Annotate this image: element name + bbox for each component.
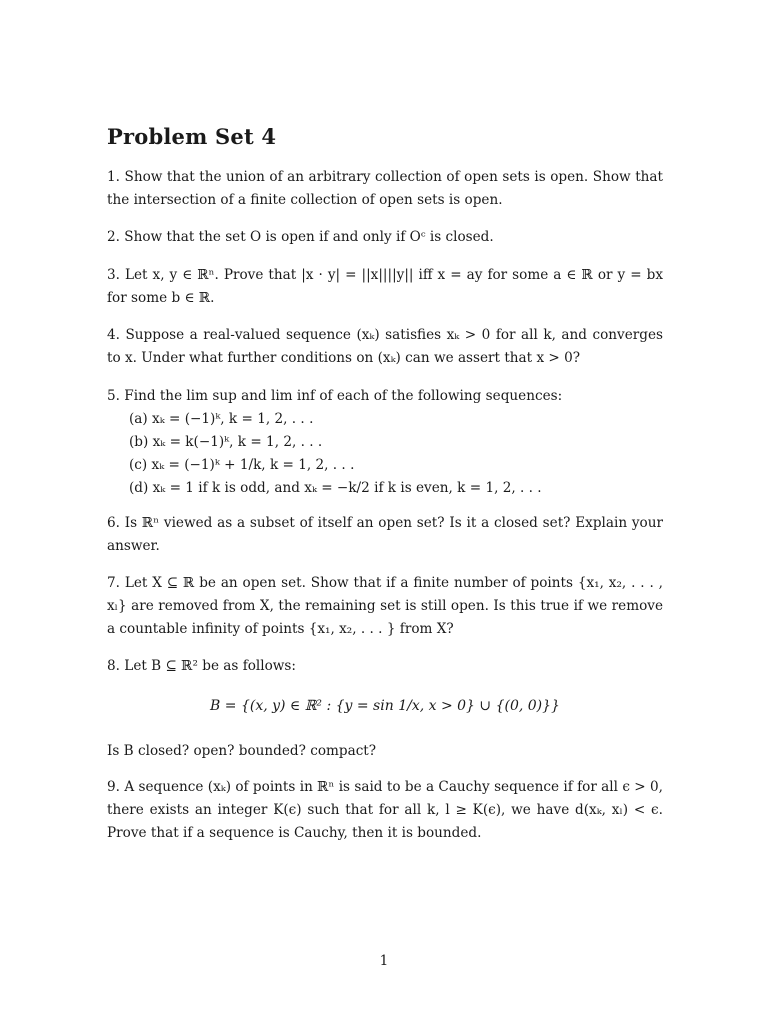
problem-7-text: 7. Let X ⊆ ℝ be an open set. Show that if a finite number of points {x₁, x₂, . . . , xₗ} are removed from X, the remaining set is still open. Is this true if we remove a countable infinity of points {x₁, x₂, . . . } from X? bbox=[107, 575, 663, 637]
problem-6-text: 6. Is ℝⁿ viewed as a subset of itself an open set? Is it a closed set? Explain your answer. bbox=[107, 515, 663, 554]
problem-8-equation-text: B = {(x, y) ∈ ℝ² : {y = sin 1/x, x > 0} ∪ {(0, 0)}} bbox=[210, 698, 560, 714]
problem-9-text: 9. A sequence (xₖ) of points in ℝⁿ is said to be a Cauchy sequence if for all ϵ > 0, there exists an integer K(ϵ) such that for all k, l ≥ K(ϵ), we have d(xₖ, xₗ) < ϵ. Prove that if a sequence is Cauchy, then it is bounded. bbox=[107, 779, 663, 841]
problem-2 bbox=[107, 226, 663, 249]
problem-3 bbox=[107, 264, 663, 310]
page-title: Problem Set 4 bbox=[107, 124, 277, 149]
problem-8 bbox=[107, 655, 663, 678]
problem-9 bbox=[107, 776, 663, 845]
page-number: 1 bbox=[379, 953, 389, 969]
problem-7 bbox=[107, 572, 663, 641]
problem-5-item-a: (a) xₖ = (−1)ᵏ, k = 1, 2, . . . bbox=[129, 411, 314, 427]
problem-6 bbox=[107, 512, 663, 558]
problem-3-text: 3. Let x, y ∈ ℝⁿ. Prove that |x · y| = ||x||||y|| iff x = ay for some a ∈ ℝ or y = bx for some b ∈ ℝ. bbox=[107, 267, 663, 306]
problem-2-text: 2. Show that the set O is open if and only if Oᶜ is closed. bbox=[107, 229, 494, 245]
problem-5-item-b: (b) xₖ = k(−1)ᵏ, k = 1, 2, . . . bbox=[129, 434, 323, 450]
problem-8-display-equation bbox=[107, 686, 663, 734]
problem-8-question bbox=[107, 740, 663, 763]
problem-5 bbox=[107, 385, 663, 500]
problem-1 bbox=[107, 166, 663, 212]
problem-5-intro: 5. Find the lim sup and lim inf of each of the following sequences: bbox=[107, 388, 563, 404]
problem-4-text: 4. Suppose a real-valued sequence (xₖ) satisfies xₖ > 0 for all k, and converges to x. Under what further conditions on (xₖ) can we assert that x > 0? bbox=[107, 327, 663, 366]
problem-5-item-c: (c) xₖ = (−1)ᵏ + 1/k, k = 1, 2, . . . bbox=[129, 457, 355, 473]
problem-8-intro: 8. Let B ⊆ ℝ² be as follows: bbox=[107, 658, 296, 674]
problem-8-question-text: Is B closed? open? bounded? compact? bbox=[107, 743, 377, 759]
problem-1-text: 1. Show that the union of an arbitrary collection of open sets is open. Show that the intersection of a finite collection of open sets is open. bbox=[107, 169, 663, 208]
problem-4 bbox=[107, 324, 663, 370]
problem-5-item-d: (d) xₖ = 1 if k is odd, and xₖ = −k/2 if k is even, k = 1, 2, . . . bbox=[129, 480, 542, 496]
